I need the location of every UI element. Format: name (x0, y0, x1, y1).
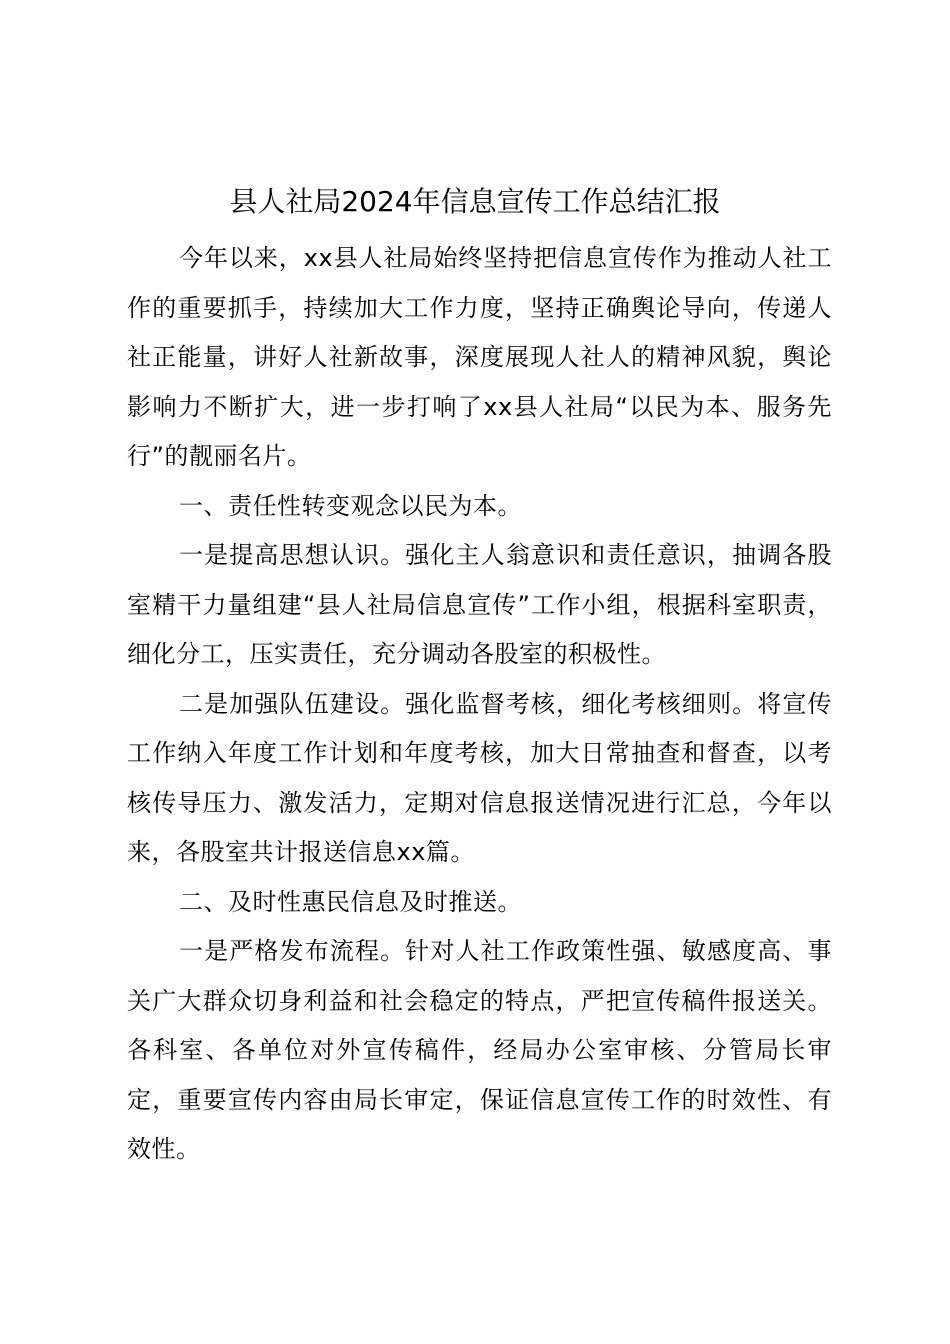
paragraph-intro: 今年以来，xx县人社局始终坚持把信息宣传作为推动人社工作的重要抓手，持续加大工作力度，坚持正确舆论导向，传递人社正能量，讲好人社新故事，深度展现人社人的精神风貌，舆论影响力不断扩大，进一步打响了xx县人社局“以民为本、服务先行”的靓丽名片。 (127, 244, 832, 470)
paragraph-1-2: 二是加强队伍建设。强化监督考核，细化考核细则。将宣传工作纳入年度工作计划和年度考核，加大日常抽查和督查，以考核传导压力、激发活力，定期对信息报送情况进行汇总，今年以来，各股室共计报送信息xx篇。 (127, 689, 832, 866)
paragraph-1-1: 一是提高思想认识。强化主人翁意识和责任意识，抽调各股室精干力量组建“县人社局信息宣传”工作小组，根据科室职责，细化分工，压实责任，充分调动各股室的积极性。 (127, 541, 832, 668)
section-heading-2: 二、及时性惠民信息及时推送。 (179, 887, 522, 916)
paragraph-2-1: 一是严格发布流程。针对人社工作政策性强、敏感度高、事关广大群众切身利益和社会稳定的特点，严把宣传稿件报送关。各科室、各单位对外宣传稿件，经局办公室审核、分管局长审定，重要宣传内容由局长审定，保证信息宣传工作的时效性、有效性。 (127, 937, 832, 1163)
document-body (127, 234, 832, 1175)
document-title: 县人社局2024年信息宣传工作总结汇报 (229, 185, 721, 218)
section-heading-1: 一、责任性转变观念以民为本。 (179, 491, 522, 520)
